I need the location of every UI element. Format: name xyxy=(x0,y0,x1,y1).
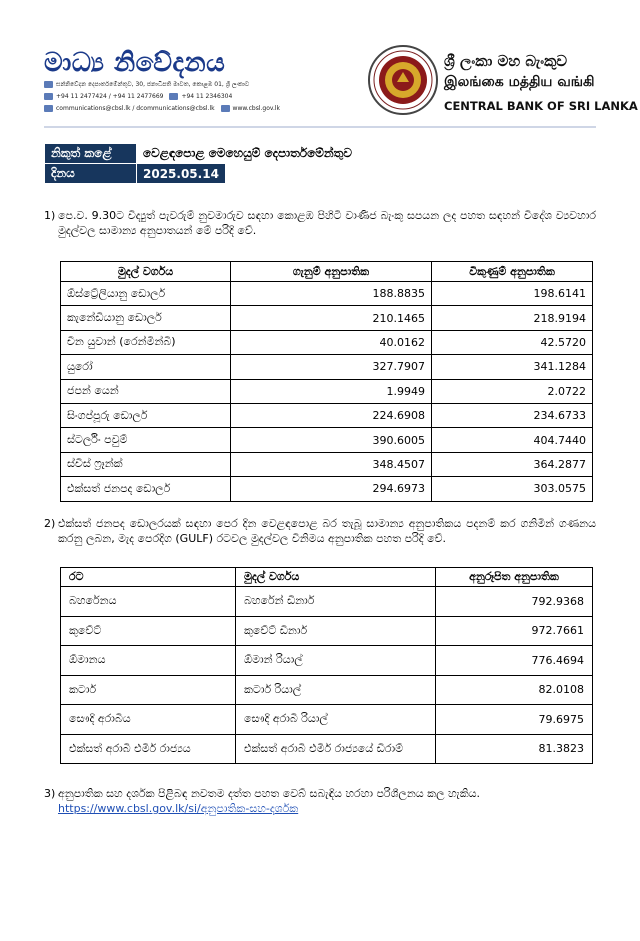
table-row xyxy=(61,646,593,676)
table-header-row xyxy=(61,568,593,587)
table-row xyxy=(61,282,593,306)
table-row xyxy=(61,330,593,354)
contact-online xyxy=(44,104,280,113)
bank-name-english: CENTRAL BANK OF SRI LANKA xyxy=(444,99,638,113)
currency-cell: ඕමාන් රියාල් xyxy=(236,646,436,676)
column-header: විකුණුම් අනුපාතික xyxy=(432,262,593,282)
paragraph-number: 3) xyxy=(44,787,56,800)
header-divider xyxy=(44,126,596,128)
selling-rate-cell: 341.1284 xyxy=(432,355,593,379)
selling-rate-cell: 42.5720 xyxy=(432,330,593,354)
bank-name-tamil: இலங்கை மத்திய வங்கி xyxy=(444,74,595,90)
fax-icon xyxy=(169,93,178,100)
cross-rate-cell: 82.0108 xyxy=(436,675,593,705)
cross-rate-cell: 776.4694 xyxy=(436,646,593,676)
table-row xyxy=(61,477,593,501)
cross-rate-cell: 792.9368 xyxy=(436,587,593,617)
paragraph-text: පෙ.ව. 9.30ට විද්‍යුත් පැවරුම් නුවමාරුව සඳහා කොළඹ පිහිටි වාණිජ බැංකු සපයන ලද පහත සඳහන් විදේශ ව්‍යවහාර මුදල්වල සාමාන්‍ය අනුපාතයන් මේ පරිදි වේ. xyxy=(58,209,596,237)
page-header xyxy=(0,0,640,130)
currency-cell: චීන යුවාන් (රෙන්මින්බි) xyxy=(61,330,231,354)
paragraph-number: 1) xyxy=(44,209,56,222)
buying-rate-cell: 294.6973 xyxy=(231,477,432,501)
currency-cell: ස්ටර්ලිං පවුම් xyxy=(61,428,231,452)
buying-rate-cell: 188.8835 xyxy=(231,282,432,306)
table-row xyxy=(61,675,593,705)
buying-rate-cell: 210.1465 xyxy=(231,306,432,330)
currency-cell: බහරේන් ඩිනාර් xyxy=(236,587,436,617)
country-cell: කුවේට් xyxy=(61,616,236,646)
email-text[interactable]: communications@cbsl.lk / dcommunications@cbsl.lk xyxy=(56,105,215,112)
buying-rate-cell: 327.7907 xyxy=(231,355,432,379)
issued-by-value: වෙළඳපොළ මෙහෙයුම් දෙපාර්තමේන්තුව xyxy=(137,144,377,164)
contact-phones xyxy=(44,92,232,101)
mail-icon xyxy=(44,81,53,88)
table-row xyxy=(61,452,593,476)
currency-cell: එක්සත් ජනපද ඩොලර් xyxy=(61,477,231,501)
date-label: දිනය xyxy=(45,164,137,184)
fax-text: +94 11 2346304 xyxy=(181,93,233,100)
buying-rate-cell: 224.6908 xyxy=(231,403,432,427)
buying-rate-cell: 390.6005 xyxy=(231,428,432,452)
cross-rate-cell: 972.7661 xyxy=(436,616,593,646)
currency-cell: සෞදි අරාබි රියාල් xyxy=(236,705,436,735)
table-row xyxy=(61,587,593,617)
column-header: මුදල් වර්ගය xyxy=(236,568,436,587)
buying-rate-cell: 40.0162 xyxy=(231,330,432,354)
address-text: සන්නිවේදන දෙපාර්තමේන්තුව, 30, ජනාධිපති මාවත, කොළඹ 01, ශ්‍රී ලංකාව xyxy=(56,81,250,88)
date-value: 2025.05.14 xyxy=(137,164,226,184)
bank-name-sinhala: ශ්‍රී ලංකා මහ බැංකුව xyxy=(444,52,568,70)
currency-cell: ස්විස් ෆ්‍රෑන්ක් xyxy=(61,452,231,476)
rates-indices-link[interactable]: https://www.cbsl.gov.lk/si/අනුපාතික-සහ-දර්ශක xyxy=(58,802,299,815)
currency-cell: ජපන් යෙන් xyxy=(61,379,231,403)
table-header-row xyxy=(61,262,593,282)
table-row xyxy=(61,428,593,452)
column-header: ගැනුම් අනුපාතික xyxy=(231,262,432,282)
exchange-rates-table xyxy=(60,261,593,502)
central-bank-seal-icon xyxy=(367,44,439,116)
column-header: රට xyxy=(61,568,236,587)
issue-info-table xyxy=(44,143,377,184)
currency-cell: කැනේඩියානු ඩොලර් xyxy=(61,306,231,330)
table-row xyxy=(61,734,593,764)
paragraph-text: අනුපාතික සහ දර්ශක පිළිබඳ නවතම දත්ත පහත වෙබ් සබැඳිය හරහා පරිශීලනය කල හැකිය. xyxy=(58,787,481,800)
issued-by-label: නිකුත් කළේ xyxy=(45,144,137,164)
country-cell: එක්සත් අරාබි එමීර් රාජ්‍යය xyxy=(61,734,236,764)
selling-rate-cell: 303.0575 xyxy=(432,477,593,501)
table-row xyxy=(61,616,593,646)
paragraph-2 xyxy=(44,516,596,548)
paragraph-1 xyxy=(44,208,596,240)
paragraph-text: එක්සත් ජනපද ඩොලරයක් සඳහා පෙර දින වෙළඳපොළ බර තැබූ සාමාන්‍ය අනුපාතිකය පදනම් කර ගනිමින් ගණනය කරනු ලබන, මැද පෙරදිග (GULF) රටවල මුදල්වල විනිමය අනුපාතික පහත පරිදි වේ. xyxy=(58,517,596,545)
contact-address xyxy=(44,80,249,89)
gulf-rates-table xyxy=(60,567,593,764)
phone-icon xyxy=(44,93,53,100)
column-header: මුදල් වර්ගය xyxy=(61,262,231,282)
table-row xyxy=(61,355,593,379)
email-icon xyxy=(44,105,53,112)
table-row xyxy=(61,379,593,403)
column-header: අනුරූපිත අනුපාතික xyxy=(436,568,593,587)
website-text[interactable]: www.cbsl.gov.lk xyxy=(232,105,281,112)
buying-rate-cell: 348.4507 xyxy=(231,452,432,476)
cross-rate-cell: 79.6975 xyxy=(436,705,593,735)
globe-icon xyxy=(221,105,230,112)
selling-rate-cell: 198.6141 xyxy=(432,282,593,306)
selling-rate-cell: 218.9194 xyxy=(432,306,593,330)
country-cell: ඕමානය xyxy=(61,646,236,676)
table-row xyxy=(61,403,593,427)
currency-cell: කුවේට් ඩිනාර් xyxy=(236,616,436,646)
currency-cell: සිංගප්පූරු ඩොලර් xyxy=(61,403,231,427)
country-cell: කටාර් xyxy=(61,675,236,705)
currency-cell: එක්සත් අරාබි එමීර් රාජ්‍යයේ ඩිරාම් xyxy=(236,734,436,764)
press-release-title: මාධ්‍ය නිවේදනය xyxy=(44,48,226,78)
table-row xyxy=(61,705,593,735)
selling-rate-cell: 364.2877 xyxy=(432,452,593,476)
phone-text: +94 11 2477424 / +94 11 2477669 xyxy=(56,93,164,100)
currency-cell: යුරෝ xyxy=(61,355,231,379)
currency-cell: ඕස්ට්‍රේලියානු ඩොලර් xyxy=(61,282,231,306)
selling-rate-cell: 404.7440 xyxy=(432,428,593,452)
selling-rate-cell: 2.0722 xyxy=(432,379,593,403)
country-cell: සෞදි අරාබිය xyxy=(61,705,236,735)
table-row xyxy=(61,306,593,330)
paragraph-3 xyxy=(44,786,596,820)
country-cell: බහරේනය xyxy=(61,587,236,617)
buying-rate-cell: 1.9949 xyxy=(231,379,432,403)
cross-rate-cell: 81.3823 xyxy=(436,734,593,764)
paragraph-number: 2) xyxy=(44,517,56,530)
currency-cell: කටාර් රියාල් xyxy=(236,675,436,705)
selling-rate-cell: 234.6733 xyxy=(432,403,593,427)
